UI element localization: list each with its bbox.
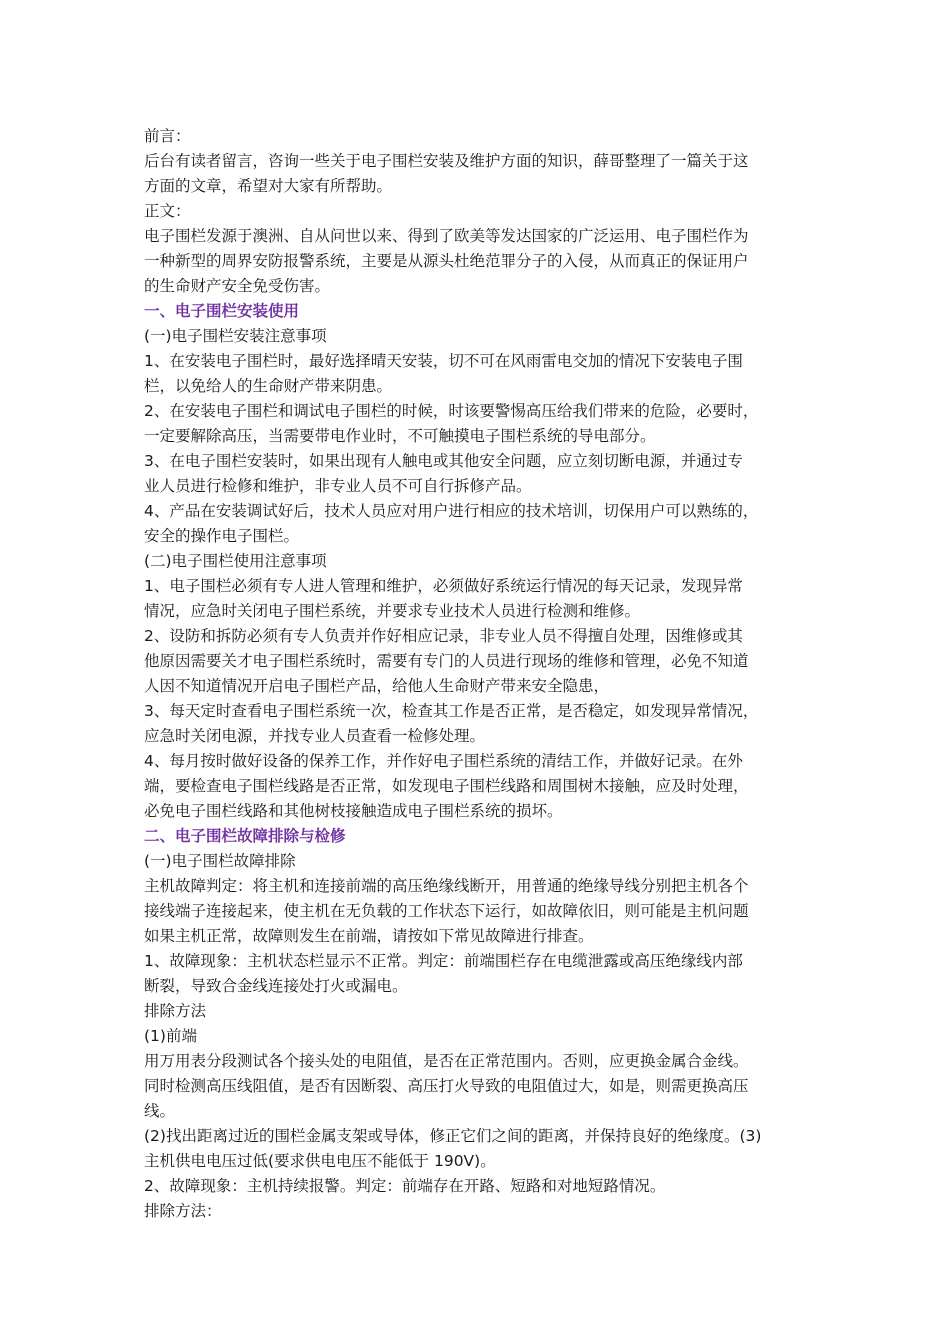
text-line: 1、故障现象：主机状态栏显示不正常。判定：前端围栏存在电缆泄露或高压绝缘线内部: [144, 952, 743, 970]
text-line: (1)前端: [144, 1027, 197, 1045]
text-line: 1、电子围栏必须有专人进人管理和维护，必须做好系统运行情况的每天记录，发现异常: [144, 577, 743, 595]
text-line: 用万用表分段测试各个接头处的电阻值，是否在正常范围内。否则，应更换金属合金线。: [144, 1052, 749, 1070]
text-line: 端，要检查电子围栏线路是否正常，如发现电子围栏线路和周围树木接触，应及时处理，: [144, 777, 749, 795]
text-line: 他原因需要关才电子围栏系统时，需要有专门的人员进行现场的维修和管理，必免不知道: [144, 652, 749, 670]
text-line: 栏，以免给人的生命财产带来阴患。: [144, 377, 393, 395]
text-line: 如果主机正常，故障则发生在前端，请按如下常见故障进行排查。: [144, 927, 594, 945]
text-line: 排除方法：: [144, 1202, 222, 1220]
text-line: 电子围栏发源于澳洲、自从问世以来、得到了欧美等发达国家的广泛运用、电子围栏作为: [144, 227, 749, 245]
text-line: 一种新型的周界安防报警系统，主要是从源头杜绝范罪分子的入侵，从而真正的保证用户: [144, 252, 749, 270]
text-line: 情况，应急时关闭电子围栏系统，并要求专业技术人员进行检测和维修。: [144, 602, 641, 620]
text-line: (一)电子围栏安装注意事项: [144, 327, 327, 345]
text-line: 方面的文章，希望对大家有所帮助。: [144, 177, 393, 195]
text-line: 正文：: [144, 202, 191, 220]
text-line: 的生命财产安全免受伤害。: [144, 277, 331, 295]
text-line: 安全的操作电子围栏。: [144, 527, 300, 545]
text-line: 2、在安装电子围栏和调试电子围栏的时候，时该要警惕高压给我们带来的危险，必要时，: [144, 402, 759, 420]
text-line: 业人员进行检修和维护，非专业人员不可自行拆修产品。: [144, 477, 532, 495]
text-line: (一)电子围栏故障排除: [144, 852, 296, 870]
text-line: 前言：: [144, 127, 191, 145]
text-line: 应急时关闭电源，并找专业人员查看一检修处理。: [144, 727, 486, 745]
text-line: 一定要解除高压，当需要带电作业时，不可触摸电子围栏系统的导电部分。: [144, 427, 656, 445]
document-body: [144, 124, 834, 1224]
text-line: 接线端子连接起来，使主机在无负载的工作状态下运行，如故障依旧，则可能是主机问题: [144, 902, 749, 920]
text-line: 线。: [144, 1102, 176, 1120]
text-line: 同时检测高压线阻值，是否有因断裂、高压打火导致的电阻值过大，如是，则需更换高压: [144, 1077, 749, 1095]
text-line: 3、每天定时查看电子围栏系统一次，检查其工作是否正常，是否稳定，如发现异常情况，: [144, 702, 759, 720]
text-line: 断裂，导致合金线连接处打火或漏电。: [144, 977, 408, 995]
text-line: 主机故障判定：将主机和连接前端的高压绝缘线断开，用普通的绝缘导线分别把主机各个: [144, 877, 749, 895]
text-line: 2、设防和拆防必须有专人负责并作好相应记录，非专业人员不得擅自处理，因维修或其: [144, 627, 743, 645]
text-line: 1、在安装电子围栏时，最好选择晴天安装，切不可在风雨雷电交加的情况下安装电子围: [144, 352, 743, 370]
text-line: 主机供电电压过低(要求供电电压不能低于 190V)。: [144, 1152, 496, 1170]
text-line: 必免电子围栏线路和其他树枝接触造成电子围栏系统的损坏。: [144, 802, 563, 820]
text-line: 后台有读者留言，咨询一些关于电子围栏安装及维护方面的知识，薛哥整理了一篇关于这: [144, 152, 749, 170]
text-line: 2、故障现象：主机持续报警。判定：前端存在开路、短路和对地短路情况。: [144, 1177, 666, 1195]
section-heading: 一、电子围栏安装使用: [144, 302, 300, 320]
text-line: 排除方法: [144, 1002, 207, 1020]
section-heading: 二、电子围栏故障排除与检修: [144, 827, 346, 845]
text-line: (二)电子围栏使用注意事项: [144, 552, 327, 570]
text-line: (2)找出距离过近的围栏金属支架或导体，修正它们之间的距离，并保持良好的绝缘度。(3): [144, 1127, 762, 1145]
text-line: 人因不知道情况开启电子围栏产品，给他人生命财产带来安全隐患，: [144, 677, 610, 695]
text-line: 4、每月按时做好设备的保养工作，并作好电子围栏系统的清结工作，并做好记录。在外: [144, 752, 743, 770]
text-line: 4、产品在安装调试好后，技术人员应对用户进行相应的技术培训，切保用户可以熟练的，: [144, 502, 759, 520]
text-line: 3、在电子围栏安装时，如果出现有人触电或其他安全问题，应立刻切断电源，并通过专: [144, 452, 743, 470]
